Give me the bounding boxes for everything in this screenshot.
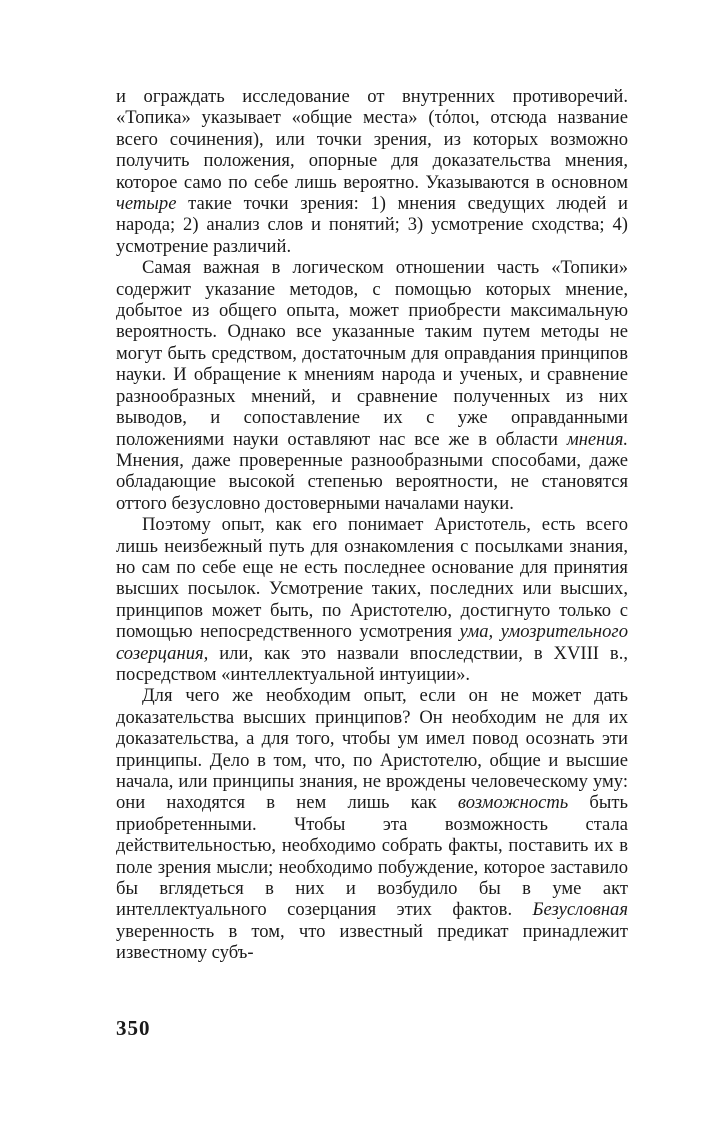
paragraph-3 (116, 514, 628, 685)
italic-run: Безусловная (532, 899, 628, 921)
paragraph-2 (116, 257, 628, 514)
page-number: 350 (116, 1016, 151, 1040)
text-run: и ограждать исследование от внутренних противоречий. «Топика» указывает «общие места» (τόποι, отсюда название всего сочинения), или точки зрения, из которых возможно получить положения, опорные для доказательства мнения, которое само по себе лишь вероятно. Указываются в основном (116, 86, 628, 193)
italic-run: мнения. (566, 428, 628, 450)
body-text (116, 86, 628, 964)
text-run: уверенность в том, что известный предикат принадлежит известному субъ- (116, 920, 628, 964)
text-run: такие точки зрения: 1) мнения сведущих людей и народа; 2) анализ слов и понятий; 3) усмотрение сходства; 4) усмотрение различий. (116, 193, 628, 257)
paragraph-1 (116, 86, 628, 257)
text-run: Самая важная в логическом отношении часть «Топики» содержит указание методов, с помощью которых мнение, добытое из общего опыта, может приобрести максимальную вероятность. Однако все указанные таким путем методы не могут быть средством, достаточным для оправдания принципов науки. И обращение к мнениям народа и ученых, и сравнение разнообразных мнений, и сравнение полученных из них выводов, и сопоставление их с уже оправданными положениями науки оставляют нас все же в области (116, 257, 628, 450)
text-run: Для чего же необходим опыт, если он не может дать доказательства высших принципов? Он необходим не для их доказательства, а для того, чтобы ум имел повод осознать эти принципы. Дело в том, что, по Аристотелю, общие и высшие начала, или принципы знания, не врождены человеческому уму: они находятся в нем лишь как (116, 685, 628, 814)
paragraph-4 (116, 685, 628, 963)
italic-run: возможность (457, 792, 569, 814)
text-run: Поэтому опыт, как его понимает Аристотель, есть всего лишь неизбежный путь для ознакомления с посылками знания, но сам по себе еще не есть последнее основание для принятия высших посылок. Усмотрение таких, последних или высших, принципов может быть, по Аристотелю, достигнуто только с помощью непосредственного усмотрения (116, 514, 628, 643)
text-run: Мнения, даже проверенные разнообразными способами, даже обладающие высокой степенью вероятности, не становятся оттого безусловно достоверными началами науки. (116, 449, 628, 514)
text-run: быть приобретенными. Чтобы эта возможность стала действительностью, необходимо собрать факты, поставить их в поле зрения мысли; необходимо побуждение, которое заставило бы вглядеться в них и возбудило бы в уме акт интеллектуального созерцания этих фактов. (116, 792, 628, 921)
italic-run: четыре (116, 193, 177, 215)
text-run: или, как это назвали впоследствии, в XVIII в., посредством «интеллектуальной интуиции». (116, 642, 628, 685)
italic-run: ума, умозрительного созерцания, (116, 621, 628, 664)
